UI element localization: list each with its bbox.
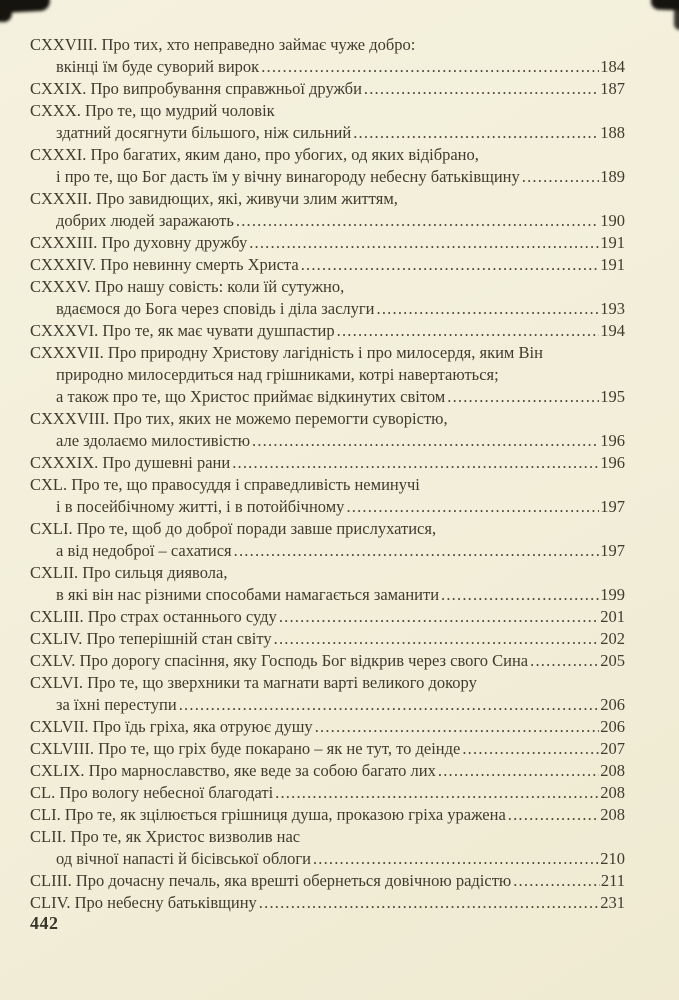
toc-page-number: 206 [600,717,625,736]
toc-entry-text: вдаємося до Бога через сповідь і діла заслуги [56,299,375,318]
toc-entry-text: CLIV. Про небесну батьківщину [30,893,257,912]
dot-leader [508,804,599,826]
toc-line [30,100,625,122]
toc-entry-text: а також про те, що Христос приймає відкинутих світом [56,387,446,406]
dot-leader [337,320,600,342]
toc-line [30,716,625,738]
toc-page-number: 190 [600,211,625,230]
toc-page-number: 201 [600,607,625,626]
toc-page-number: 210 [600,849,625,868]
dot-leader [259,892,599,914]
toc-page-number: 206 [600,695,625,714]
dot-leader [353,122,599,144]
toc-line [30,232,625,254]
toc-line [30,144,625,166]
dot-leader [301,254,600,276]
toc-entry-text: CXXXVII. Про природну Христову лагідність і про милосердя, яким Він [30,343,543,362]
toc-line [30,672,625,694]
toc-line [30,408,625,430]
toc-page-number: 208 [600,805,625,824]
toc-line [30,56,625,78]
toc-line [30,342,625,364]
toc-entry-text: CXXXI. Про багатих, яким дано, про убогих, од яких відібрано, [30,145,479,164]
dot-leader [513,870,600,892]
toc-entry-text: а від недоброї – сахатися [56,541,232,560]
toc-line [30,628,625,650]
dot-leader [315,716,600,738]
toc-entry-text: CXLVI. Про те, що зверхники та магнати варті великого докору [30,673,477,692]
toc-entry-text: CXLVII. Про їдь гріха, яка отруює душу [30,717,313,736]
dot-leader [447,386,599,408]
dot-leader [274,628,600,650]
toc-entry-text: CXLIII. Про страх останнього суду [30,607,277,626]
toc-entry-text: CXXX. Про те, що мудрий чоловік [30,101,275,120]
toc-line [30,760,625,782]
toc-entry-text: CLI. Про те, як зцілюється грішниця душа, проказою гріха уражена [30,805,506,824]
toc-page-number: 189 [600,167,625,186]
toc-entry-text: CXLIX. Про марнославство, яке веде за собою багато лих [30,761,436,780]
dot-leader [438,760,599,782]
toc-page-number: 205 [600,651,625,670]
dot-leader [530,650,599,672]
dot-leader [441,584,599,606]
dot-leader [232,452,599,474]
dot-leader [377,298,600,320]
toc-page-number: 197 [600,497,625,516]
dot-leader [249,232,599,254]
toc-page-number: 191 [600,233,625,252]
toc-line [30,430,625,452]
dot-leader [261,56,599,78]
dot-leader [313,848,599,870]
toc-entry-text: в які він нас різними способами намагається заманити [56,585,440,604]
toc-entry-text: CXXIX. Про випробування справжньої дружби [30,79,362,98]
dot-leader [364,78,599,100]
toc-line [30,34,625,56]
toc-entry-text: CXXXIV. Про невинну смерть Христа [30,255,299,274]
toc-line [30,386,625,408]
toc-line [30,804,625,826]
toc-page-number: 208 [600,761,625,780]
table-of-contents [30,34,625,914]
dot-leader [279,606,599,628]
toc-entry-text: але здолаємо милостивістю [56,431,251,450]
dot-leader [275,782,599,804]
toc-line [30,606,625,628]
toc-page-number: 202 [600,629,625,648]
toc-entry-text: CXXXVIII. Про тих, яких не можемо перемогти суворістю, [30,409,448,428]
toc-line [30,584,625,606]
dot-leader [522,166,599,188]
toc-page-number: 207 [600,739,625,758]
dot-leader [179,694,600,716]
toc-page-number: 199 [600,585,625,604]
scan-artifact-top-left-edge [0,0,12,22]
toc-page-number: 188 [600,123,625,142]
toc-line [30,276,625,298]
toc-entry-text: CXXXVI. Про те, як має чувати душпастир [30,321,335,340]
toc-page-number: 193 [600,299,625,318]
toc-line [30,848,625,870]
toc-entry-text: CXXVIII. Про тих, хто неправедно займає чуже добро: [30,35,416,54]
toc-page-number: 208 [600,783,625,802]
toc-line [30,364,625,386]
toc-entry-text: CXXXIX. Про душевні рани [30,453,231,472]
toc-line [30,892,625,914]
toc-line [30,188,625,210]
toc-line [30,298,625,320]
toc-entry-text: за їхні переступи [56,695,177,714]
toc-line [30,320,625,342]
toc-entry-text: CXXXIII. Про духовну дружбу [30,233,248,252]
toc-line [30,738,625,760]
toc-page-number: 195 [600,387,625,406]
toc-line [30,122,625,144]
toc-entry-text: і про те, що Бог дасть їм у вічну винагороду небесну батьківщину [56,167,520,186]
toc-entry-text: природно милосердиться над грішниками, котрі навертаються; [56,365,499,384]
toc-page-number: 211 [600,871,625,890]
toc-line [30,254,625,276]
toc-line [30,562,625,584]
toc-entry-text: здатний досягнути більшого, ніж сильний [56,123,352,142]
toc-page-number: 191 [600,255,625,274]
toc-line [30,518,625,540]
toc-entry-text: CLIII. Про дочасну печаль, яка врешті обернеться довічною радістю [30,871,512,890]
toc-line [30,496,625,518]
toc-page-number: 184 [600,57,625,76]
dot-leader [462,738,599,760]
toc-line [30,826,625,848]
toc-entry-text: CXLVIII. Про те, що гріх буде покарано – як не тут, то деінде [30,739,461,758]
toc-entry-text: добрих людей заражають [56,211,234,230]
toc-line [30,540,625,562]
toc-entry-text: CXXXV. Про нашу совість: коли їй сутужно, [30,277,345,296]
toc-page-number: 197 [600,541,625,560]
toc-entry-text: CXLI. Про те, щоб до доброї поради завше прислухатися, [30,519,437,538]
folio-page-number: 442 [30,913,59,933]
dot-leader [236,210,599,232]
dot-leader [234,540,600,562]
toc-line [30,694,625,716]
dot-leader [252,430,599,452]
toc-line [30,650,625,672]
toc-page-number: 196 [600,431,625,450]
toc-line [30,452,625,474]
dot-leader [346,496,599,518]
toc-entry-text: вкінці їм буде суворий вирок [56,57,260,76]
toc-entry-text: CXL. Про те, що правосуддя і справедливість неминучі [30,475,420,494]
toc-entry-text: CXLV. Про дорогу спасіння, яку Господь Бог відкрив через свого Сина [30,651,529,670]
toc-line [30,474,625,496]
toc-entry-text: CXXXII. Про завидющих, які, живучи злим життям, [30,189,398,208]
toc-page-number: 196 [600,453,625,472]
toc-page-number: 231 [600,893,625,912]
toc-page-number: 187 [600,79,625,98]
toc-page-number: 194 [600,321,625,340]
toc-entry-text: од вічної напасті й бісівської облоги [56,849,311,868]
toc-entry-text: CXLII. Про сильця диявола, [30,563,228,582]
toc-line [30,78,625,100]
toc-line [30,782,625,804]
toc-entry-text: CXLIV. Про теперішній стан світу [30,629,272,648]
toc-line [30,870,625,892]
toc-entry-text: CLII. Про те, як Христос визволив нас [30,827,301,846]
toc-entry-text: і в посейбічному житті, і в потойбічному [56,497,345,516]
scan-artifact-right-edge [674,0,679,30]
toc-line [30,166,625,188]
toc-line [30,210,625,232]
toc-entry-text: CL. Про вологу небесної благодаті [30,783,274,802]
